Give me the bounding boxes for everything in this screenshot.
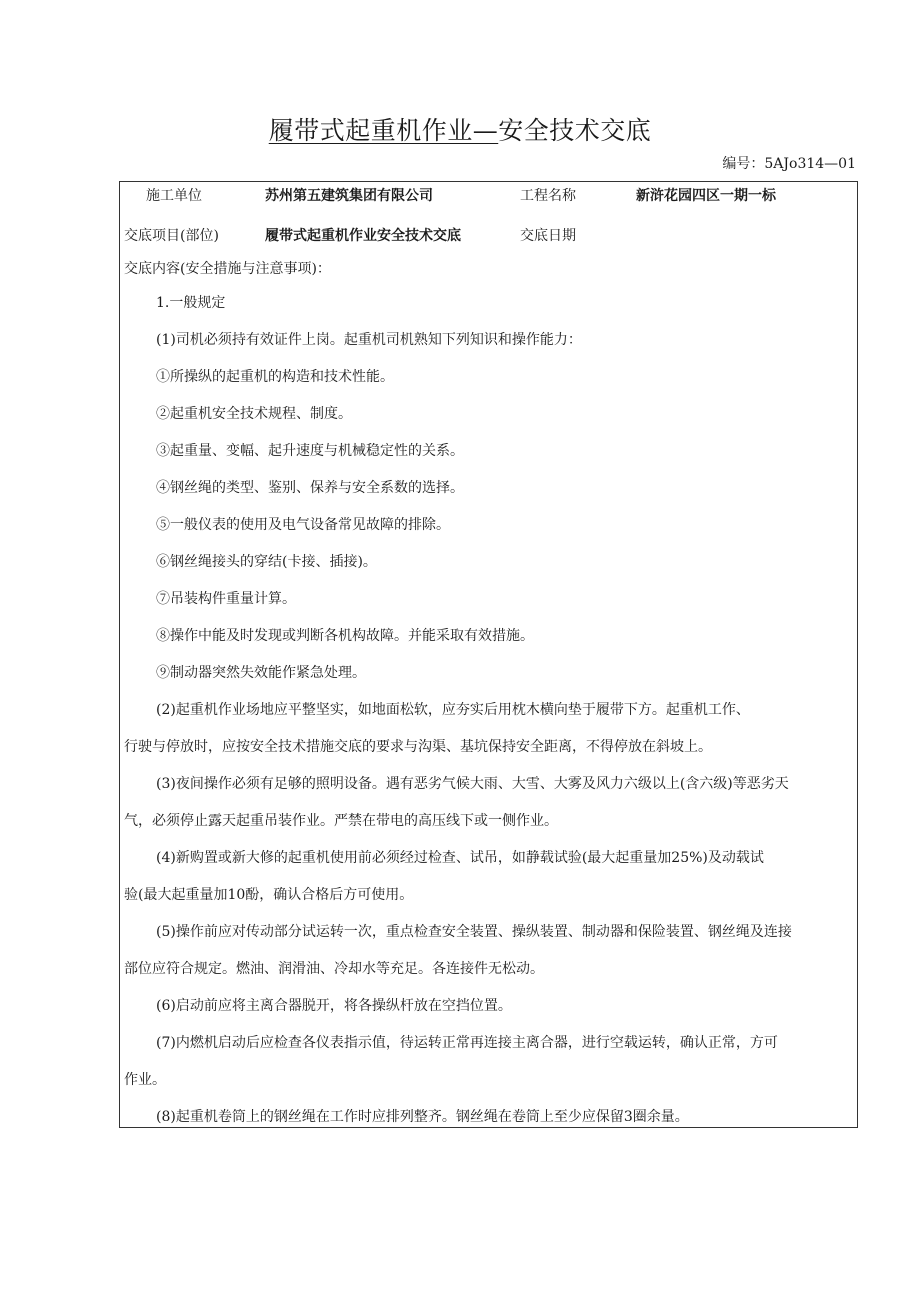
paragraph-line: (5)操作前应对传动部分试运转一次，重点检查安全装置、操纵装置、制动器和保险装置、钢丝绳及连接: [156, 924, 792, 940]
list-item: ⑧操作中能及时发现或判断各机构故障。并能采取有效措施。: [156, 628, 534, 644]
item-label: 交底项目(部位): [124, 228, 219, 244]
paragraph-line: 验(最大起重量加10酚，确认合格后方可使用。: [124, 887, 414, 903]
paragraph-line: 行驶与停放时，应按安全技术措施交底的要求与沟渠、基坑保持安全距离，不得停放在斜坡上。: [124, 739, 712, 755]
item-value: 履带式起重机作业安全技术交底: [265, 228, 461, 244]
date-label: 交底日期: [520, 228, 576, 244]
paragraph-line: 部位应符合规定。燃油、润滑油、冷却水等充足。各连接件无松动。: [124, 961, 544, 977]
title-rest: 安全技术交底: [498, 116, 652, 145]
project-label: 工程名称: [520, 188, 576, 204]
paragraph-line: (2)起重机作业场地应平整坚实，如地面松软，应夯实后用枕木横向垫于履带下方。起重机工作、: [156, 702, 750, 718]
document-number: 编号：5AJo314—01: [722, 156, 856, 172]
paragraph-line: 作业。: [124, 1072, 166, 1088]
list-item: ⑨制动器突然失效能作紧急处理。: [156, 665, 366, 681]
list-item: ①所操纵的起重机的构造和技术性能。: [156, 369, 394, 385]
list-item: ⑥钢丝绳接头的穿结(卡接、插接)。: [156, 554, 377, 570]
paragraph-line: (4)新购置或新大修的起重机使用前必须经过检查、试吊，如静载试验(最大起重量加25%)及动载试: [156, 850, 764, 866]
content-label: 交底内容(安全措施与注意事项)：: [124, 261, 331, 277]
unit-label: 施工单位: [146, 188, 202, 204]
paragraph-line: 气，必须停止露天起重吊装作业。严禁在带电的高压线下或一侧作业。: [124, 813, 558, 829]
paragraph-line: (7)内燃机启动后应检查各仪表指示值，待运转正常再连接主离合器，进行空载运转，确认正常，方可: [156, 1035, 778, 1051]
list-item: ⑤一般仪表的使用及电气设备常见故障的排除。: [156, 517, 450, 533]
paragraph-line: (6)启动前应将主离合器脱开，将各操纵杆放在空挡位置。: [156, 998, 512, 1014]
section-title: 1.一般规定: [156, 295, 226, 311]
list-item: (1)司机必须持有效证件上岗。起重机司机熟知下列知识和操作能力：: [156, 332, 582, 348]
list-item: ⑦吊装构件重量计算。: [156, 591, 296, 607]
paragraph-line: (8)起重机卷筒上的钢丝绳在工作时应排列整齐。钢丝绳在卷筒上至少应保留3圈余量。: [156, 1109, 689, 1125]
page-title: [0, 113, 920, 149]
list-item: ④钢丝绳的类型、鉴别、保养与安全系数的选择。: [156, 480, 464, 496]
unit-value: 苏州第五建筑集团有限公司: [265, 188, 433, 204]
rules-list: [124, 285, 856, 1136]
project-value: 新浒花园四区一期一标: [636, 188, 776, 204]
title-underlined: 履带式起重机作业—: [268, 116, 499, 145]
list-item: ③起重量、变幅、起升速度与机械稳定性的关系。: [156, 443, 464, 459]
list-item: ②起重机安全技术规程、制度。: [156, 406, 352, 422]
paragraph-line: (3)夜间操作必须有足够的照明设备。遇有恶劣气候大雨、大雪、大雾及风力六级以上(含六级)等恶劣天: [156, 776, 789, 792]
